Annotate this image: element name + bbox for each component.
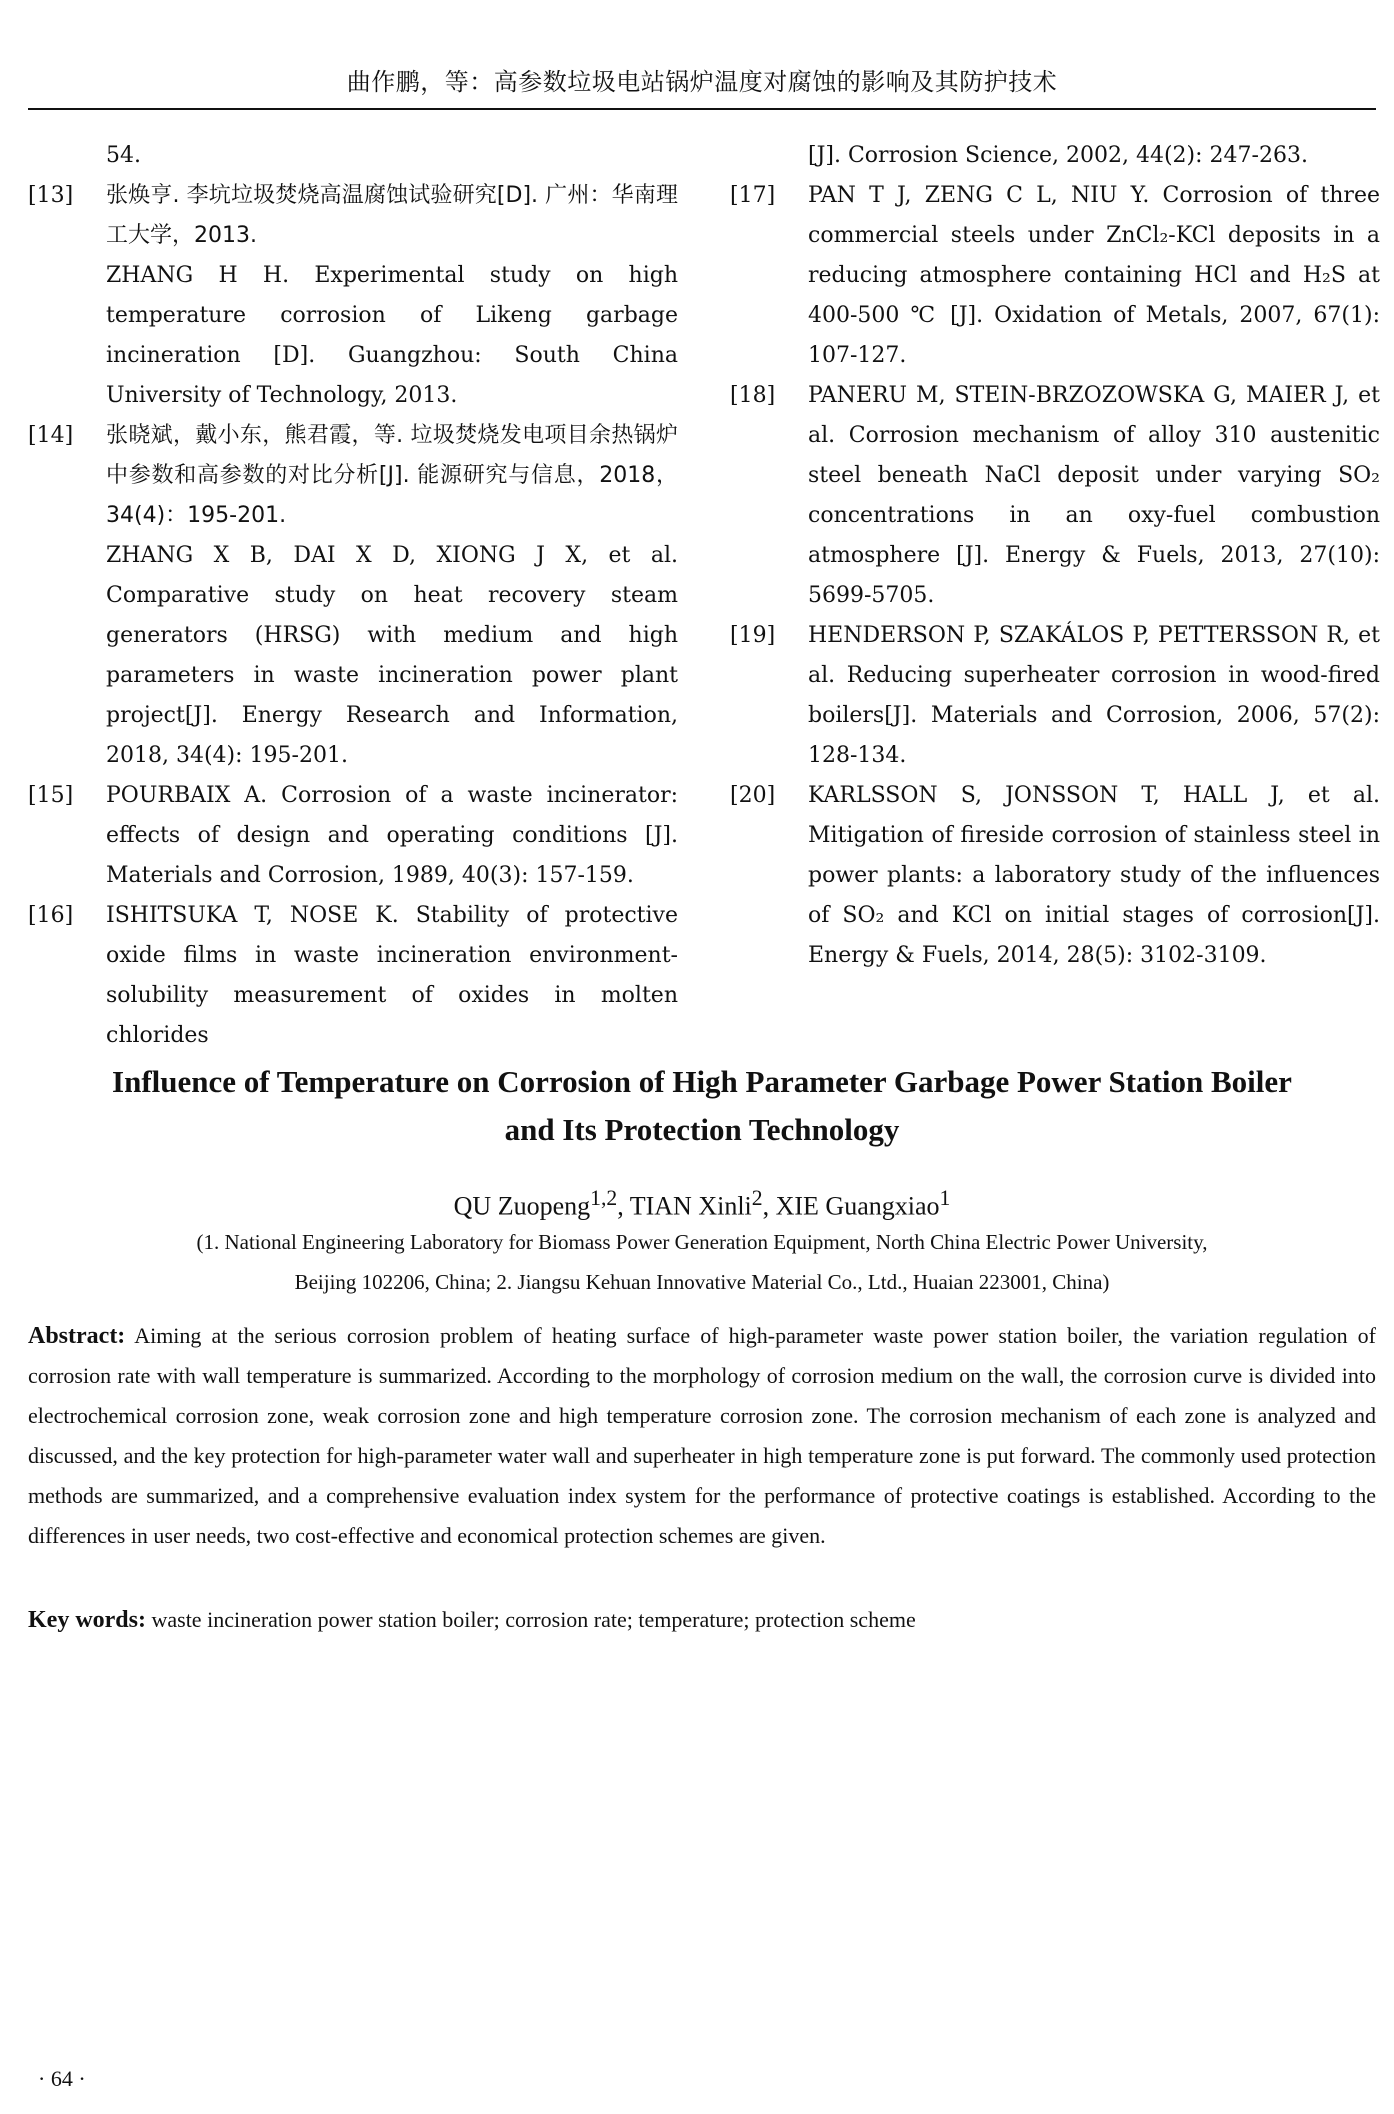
abstract-text: Aiming at the serious corrosion problem of heating surface of high-parameter waste power station boiler, the variation regulation of corrosion rate with wall temperature is summarized. According to the morphology of corrosion medium on the wall, the corrosion curve is divided into electrochemical corrosion zone, weak corrosion zone and high temperature corrosion zone. The corrosion mechanism of each zone is analyzed and discussed, and the key protection for high-parameter water wall and superheater in high temperature zone is put forward. The commonly used protection methods are summarized, and a comprehensive evaluation index system for the performance of protective coatings is established. According to the differences in user needs, two cost-effective and economical protection schemes are given. <box>28 1323 1376 1548</box>
reference-text-en: POURBAIX A. Corrosion of a waste incinerator: effects of design and operating conditions [J]. Materials and Corrosion, 1989, 40(3): 157-159. <box>106 783 678 888</box>
english-title-line-1: Influence of Temperature on Corrosion of High Parameter Garbage Power Station Boiler <box>112 1064 1292 1099</box>
author-name: TIAN Xinli <box>629 1191 752 1221</box>
reference-text-zh: 张晓斌，戴小东，熊君霞，等. 垃圾焚烧发电项目余热锅炉中参数和高参数的对比分析[J]. 能源研究与信息，2018，34(4)：195-201. <box>106 423 678 528</box>
affiliation-line-1: (1. National Engineering Laboratory for Biomass Power Generation Equipment, North China Electric Power University, <box>196 1230 1208 1254</box>
reference-text-zh: 张焕亨. 李坑垃圾焚烧高温腐蚀试验研究[D]. 广州：华南理工大学，2013. <box>106 183 678 248</box>
reference-14 <box>28 416 678 776</box>
reference-13 <box>28 176 678 416</box>
reference-number: [15] <box>28 783 74 808</box>
references-right-column <box>730 136 1380 976</box>
reference-text-en: PANERU M, STEIN-BRZOZOWSKA G, MAIER J, et al. Corrosion mechanism of alloy 310 austenitic steel beneath NaCl deposit under varying SO₂ concentrations in an oxy-fuel combustion atmosphere [J]. Energy & Fuels, 2013, 27(10): 5699-5705. <box>808 383 1380 608</box>
author-separator: , <box>617 1191 630 1221</box>
reference-number: [14] <box>28 423 74 448</box>
author-name: QU Zuopeng <box>453 1191 591 1221</box>
reference-17 <box>730 176 1380 376</box>
running-header: 曲作鹏，等：高参数垃圾电站锅炉温度对腐蚀的影响及其防护技术 <box>346 68 1058 96</box>
reference-number: [16] <box>28 903 74 928</box>
abstract <box>28 1316 1376 1556</box>
author-name: XIE Guangxiao <box>775 1191 940 1221</box>
keywords-label: Key words: <box>28 1607 146 1633</box>
author-affiliation-mark: 2 <box>751 1186 763 1210</box>
english-title-line-2: and Its Protection Technology <box>504 1112 900 1147</box>
english-title <box>28 1058 1376 1154</box>
author-affiliation-mark: 1 <box>939 1186 951 1210</box>
reference-15 <box>28 776 678 896</box>
reference-text-en: HENDERSON P, SZAKÁLOS P, PETTERSSON R, et al. Reducing superheater corrosion in wood-fired boilers[J]. Materials and Corrosion, 2006, 57(2): 128-134. <box>808 623 1380 768</box>
reference-number: [18] <box>730 383 776 408</box>
affiliation-line-2: Beijing 102206, China; 2. Jiangsu Kehuan Innovative Material Co., Ltd., Huaian 223001, China) <box>294 1270 1110 1294</box>
references-left-column <box>28 136 678 1056</box>
reference-continuation: [J]. Corrosion Science, 2002, 44(2): 247-263. <box>808 143 1308 168</box>
reference-19 <box>730 616 1380 776</box>
reference-text-en: PAN T J, ZENG C L, NIU Y. Corrosion of three commercial steels under ZnCl₂-KCl deposits in a reducing atmosphere containing HCl and H₂S at 400-500 ℃ [J]. Oxidation of Metals, 2007, 67(1): 107-127. <box>808 183 1380 368</box>
author-list <box>28 1178 1376 1227</box>
reference-text-en: KARLSSON S, JONSSON T, HALL J, et al. Mitigation of fireside corrosion of stainless steel in power plants: a laboratory study of the influences of SO₂ and KCl on initial stages of corrosion[J]. Energy & Fuels, 2014, 28(5): 3102-3109. <box>808 783 1380 968</box>
reference-text-en: ISHITSUKA T, NOSE K. Stability of protective oxide films in waste incineration environment-solubility measurement of oxides in molten chlorides <box>106 903 678 1048</box>
reference-continuation: 54. <box>106 143 141 168</box>
reference-text-en: ZHANG X B, DAI X D, XIONG J X, et al. Comparative study on heat recovery steam generators (HRSG) with medium and high parameters in waste incineration power plant project[J]. Energy Research and Information, 2018, 34(4): 195-201. <box>106 543 678 768</box>
reference-number: [17] <box>730 183 776 208</box>
reference-number: [19] <box>730 623 776 648</box>
header-divider <box>28 108 1376 110</box>
author-separator: , <box>762 1191 776 1221</box>
page-number: · 64 · <box>38 2066 86 2091</box>
reference-number: [13] <box>28 183 74 208</box>
reference-18 <box>730 376 1380 616</box>
abstract-label: Abstract: <box>28 1323 126 1349</box>
reference-20 <box>730 776 1380 976</box>
author-affiliation-mark: 1,2 <box>590 1186 618 1210</box>
affiliations <box>60 1222 1344 1302</box>
keywords <box>28 1600 1376 1640</box>
reference-text-en: ZHANG H H. Experimental study on high temperature corrosion of Likeng garbage incineration [D]. Guangzhou: South China University of Technology, 2013. <box>106 263 678 408</box>
keywords-text: waste incineration power station boiler; corrosion rate; temperature; protection scheme <box>151 1607 916 1632</box>
reference-16 <box>28 896 678 1056</box>
reference-number: [20] <box>730 783 776 808</box>
